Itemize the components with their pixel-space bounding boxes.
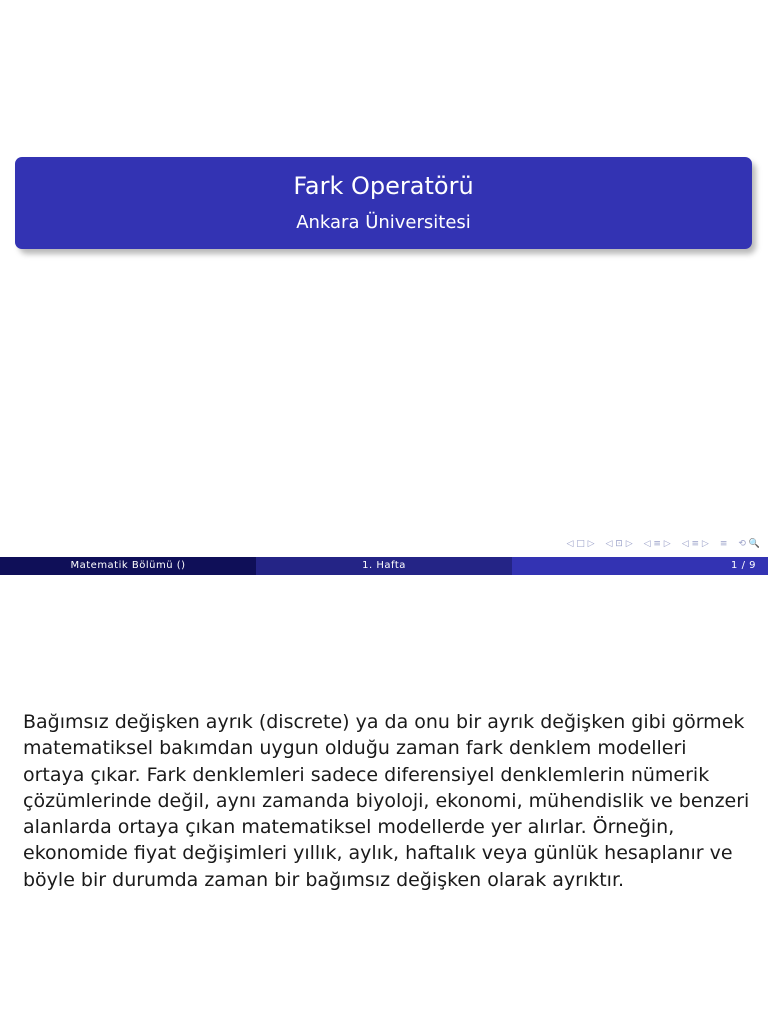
slide-title: Fark Operatörü bbox=[293, 172, 474, 200]
title-box bbox=[15, 157, 752, 249]
footer-page-number bbox=[512, 557, 768, 575]
footer-author: Matematik Bölümü () bbox=[0, 557, 256, 575]
beamer-navigation bbox=[566, 537, 760, 551]
nav-frame-icon[interactable]: ◁ □ ▷ bbox=[566, 539, 595, 549]
slide-subtitle: Ankara Üniversitesi bbox=[296, 212, 471, 233]
nav-section-icon[interactable]: ◁ ≡ ▷ bbox=[643, 539, 671, 549]
nav-subsection-icon[interactable]: ◁ ⊡ ▷ bbox=[605, 539, 633, 549]
page-number-text: 1 / 9 bbox=[731, 560, 756, 571]
footer-title: 1. Hafta bbox=[256, 557, 512, 575]
nav-presentation-icon[interactable]: ◁ ≡ ▷ bbox=[681, 539, 709, 549]
body-paragraph: Bağımsız değişken ayrık (discrete) ya da onu bir ayrık değişken gibi görmek matematiksel bakımdan uygun olduğu zaman fark denklem modelleri ortaya çıkar. Fark denklemleri sadece diferensiyel denklemlerin nümerik çözümlerinde değil, aynı zamanda biyoloji, ekonomi, mühendislik ve benzeri alanlarda ortaya çıkan matematiksel modellerde yer alırlar. Örneğin, ekonomide fiyat değişimleri yıllık, aylık, haftalık veya günlük hesaplanır ve böyle bir durumda zaman bir bağımsız değişken olarak ayrıktır. bbox=[23, 711, 750, 891]
nav-appendix-icon[interactable]: ≡ bbox=[719, 539, 728, 549]
slide-footer bbox=[0, 557, 768, 575]
nav-search-icon[interactable]: ⟲ 🔍 bbox=[738, 539, 760, 549]
